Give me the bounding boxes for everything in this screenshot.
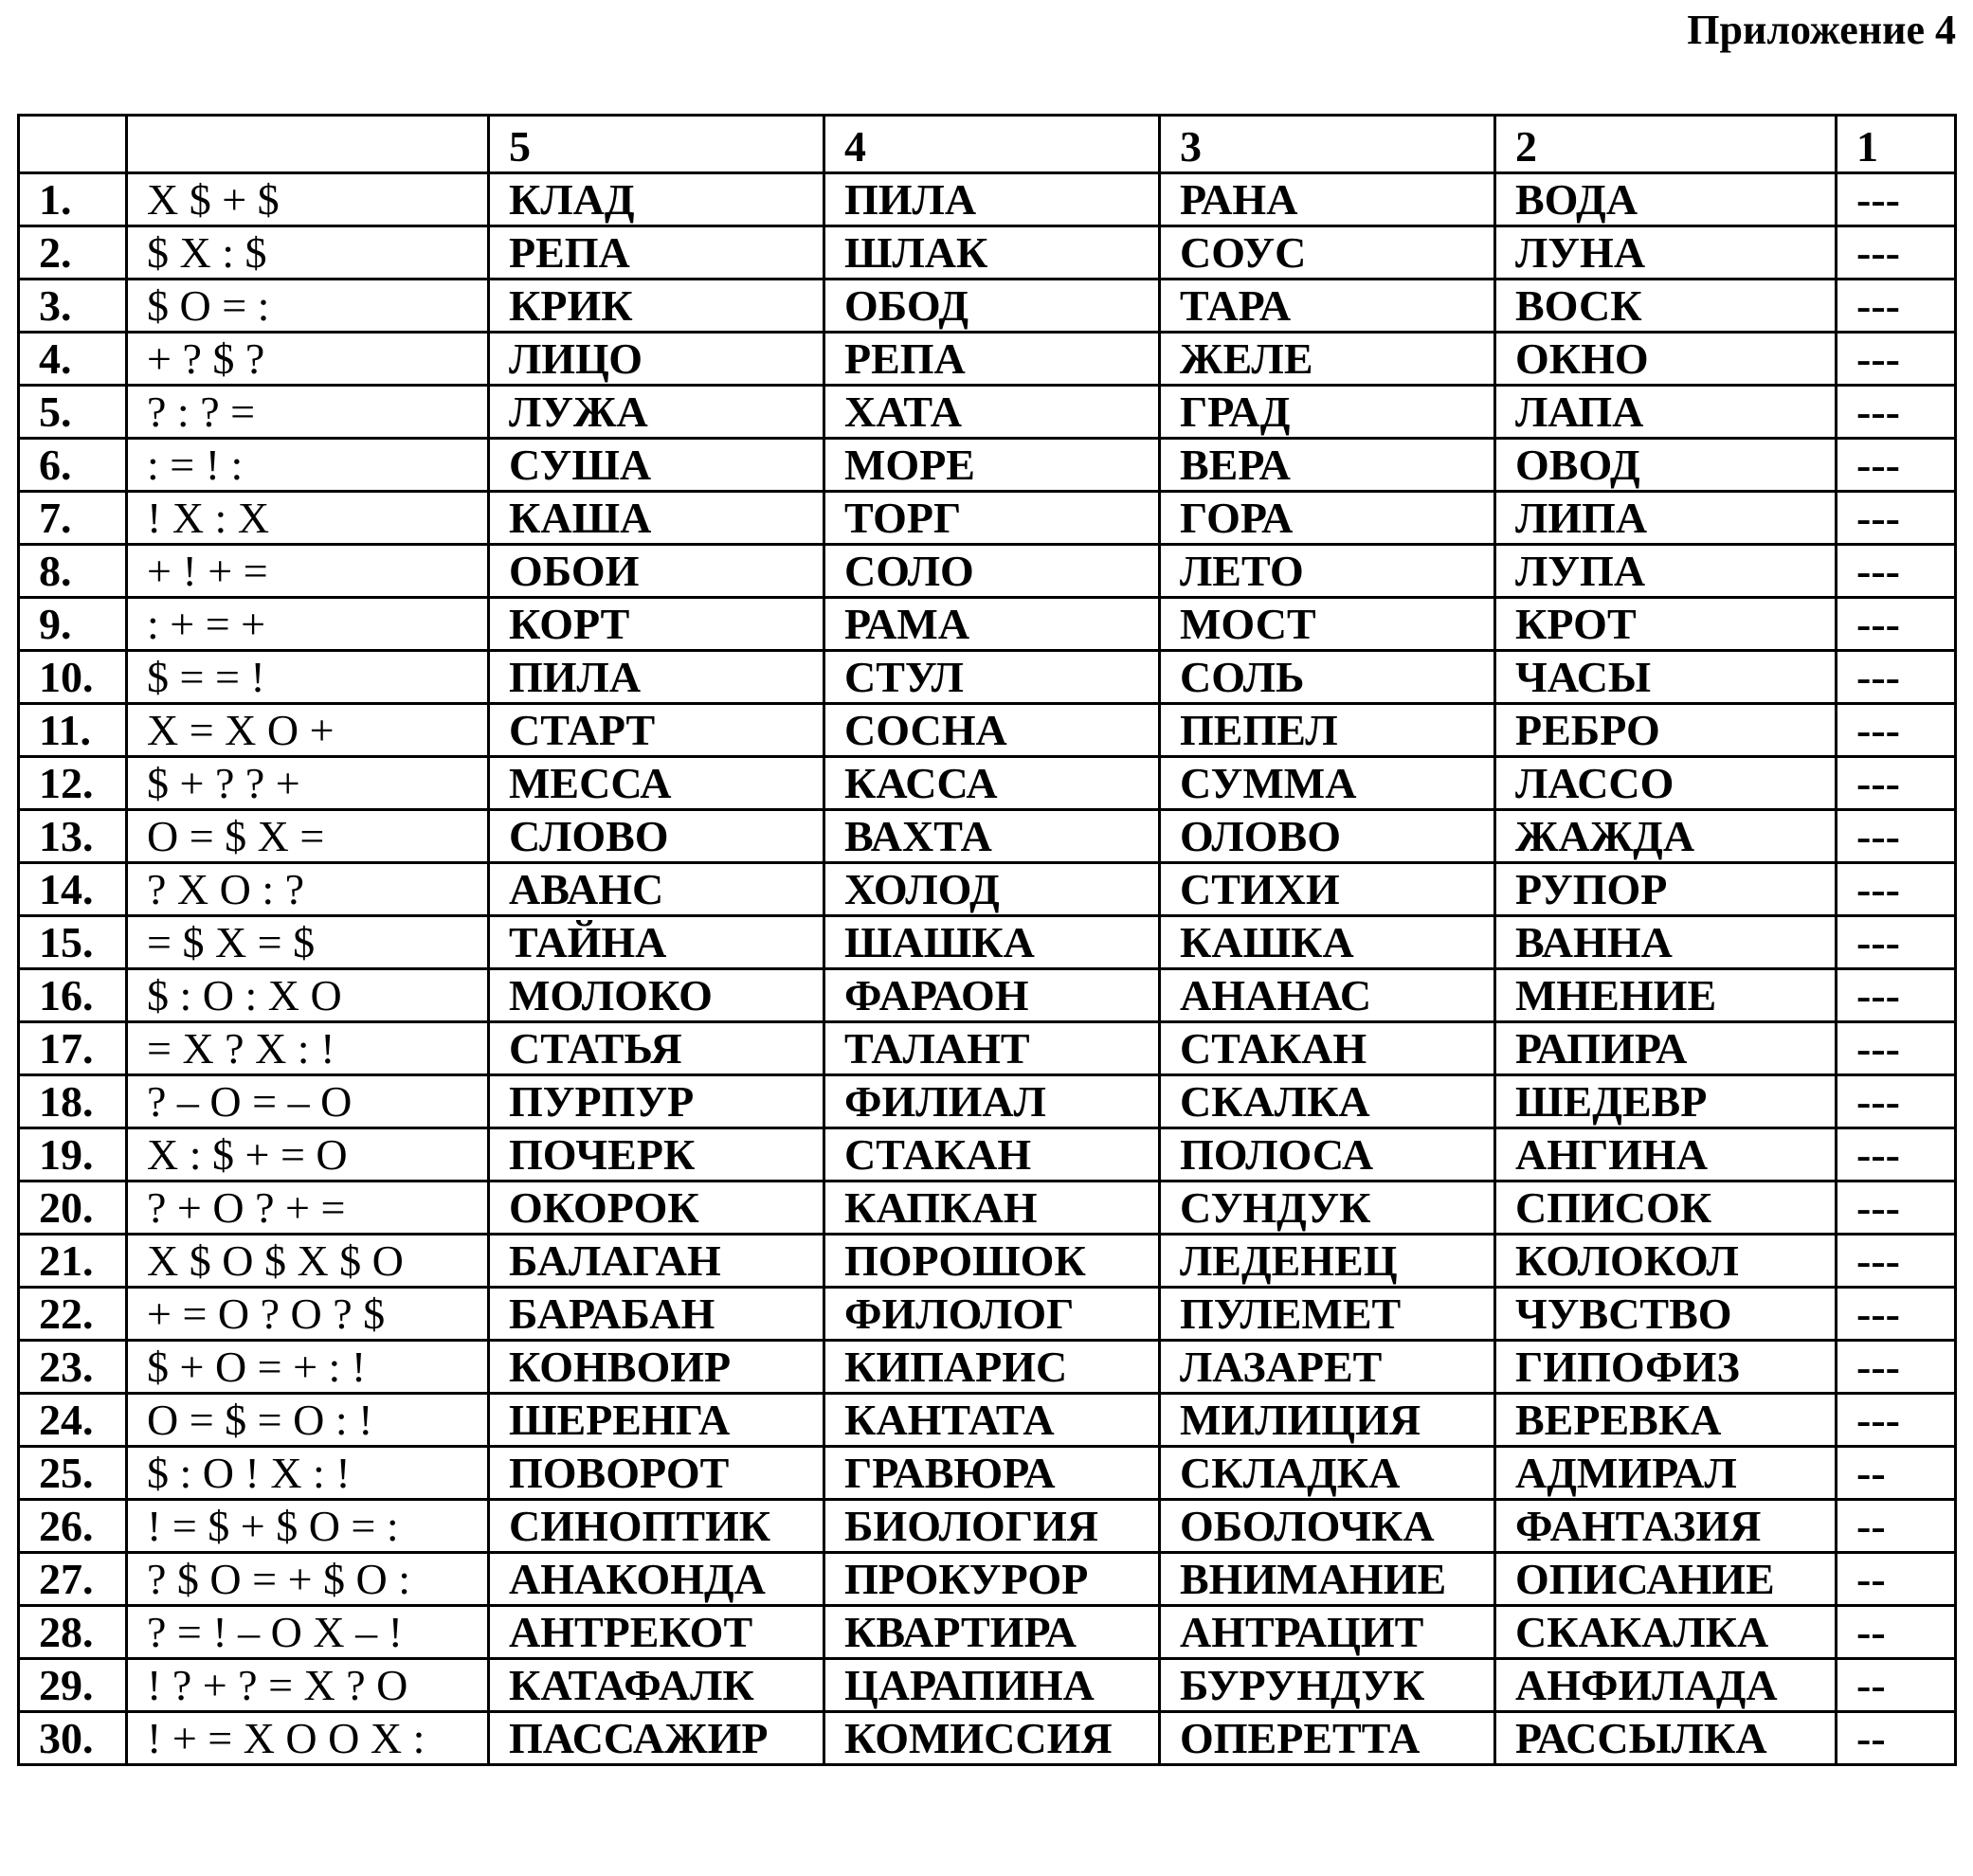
table-row [19, 226, 1956, 280]
table-row [19, 916, 1956, 969]
symbol-sequence: = Х ? Х : ! [127, 1022, 489, 1075]
table-row [19, 1447, 1956, 1500]
symbol-sequence: = $ Х = $ [127, 916, 489, 969]
word-col-5: ОБОИ [489, 545, 824, 598]
symbol-sequence: О = $ Х = [127, 810, 489, 863]
row-number: 20. [19, 1182, 127, 1235]
word-col-2: ЛАПА [1495, 386, 1837, 439]
word-col-2: РЕБРО [1495, 704, 1837, 757]
word-col-2: ЛАССО [1495, 757, 1837, 810]
word-col-3: СУММА [1160, 757, 1495, 810]
dash-col-1: --- [1837, 1022, 1956, 1075]
symbol-sequence: ! + = Х О О Х : [127, 1712, 489, 1765]
table-row [19, 969, 1956, 1022]
symbol-sequence: О = $ = О : ! [127, 1394, 489, 1447]
table-row [19, 1553, 1956, 1606]
header-cell-symbols [127, 116, 489, 173]
word-col-3: ПУЛЕМЕТ [1160, 1288, 1495, 1341]
word-col-4: ВАХТА [824, 810, 1160, 863]
word-col-5: КОНВОИР [489, 1341, 824, 1394]
word-col-3: СТИХИ [1160, 863, 1495, 916]
word-col-3: СКЛАДКА [1160, 1447, 1495, 1500]
word-col-3: ГОРА [1160, 492, 1495, 545]
word-col-5: КРИК [489, 280, 824, 333]
table-row [19, 598, 1956, 651]
word-col-4: КИПАРИС [824, 1341, 1160, 1394]
symbol-sequence: ? $ О = + $ О : [127, 1553, 489, 1606]
word-col-2: РУПОР [1495, 863, 1837, 916]
dash-col-1: --- [1837, 280, 1956, 333]
table-row [19, 386, 1956, 439]
row-number: 12. [19, 757, 127, 810]
table-row [19, 492, 1956, 545]
dash-col-1: --- [1837, 969, 1956, 1022]
row-number: 28. [19, 1606, 127, 1659]
word-col-2: КРОТ [1495, 598, 1837, 651]
table-row [19, 333, 1956, 386]
word-col-2: ЛУПА [1495, 545, 1837, 598]
dash-col-1: --- [1837, 545, 1956, 598]
word-col-4: БИОЛОГИЯ [824, 1500, 1160, 1553]
symbol-sequence: + = О ? О ? $ [127, 1288, 489, 1341]
word-col-4: ПИЛА [824, 173, 1160, 226]
word-col-2: ОПИСАНИЕ [1495, 1553, 1837, 1606]
dash-col-1: -- [1837, 1659, 1956, 1712]
dash-col-1: --- [1837, 386, 1956, 439]
word-col-4: РЕПА [824, 333, 1160, 386]
word-col-2: ВАННА [1495, 916, 1837, 969]
row-number: 29. [19, 1659, 127, 1712]
word-col-5: ПОВОРОТ [489, 1447, 824, 1500]
word-col-4: ТАЛАНТ [824, 1022, 1160, 1075]
table-row [19, 545, 1956, 598]
word-col-5: ЛИЦО [489, 333, 824, 386]
word-col-2: ОВОД [1495, 439, 1837, 492]
table-row [19, 1182, 1956, 1235]
header-cell-4: 4 [824, 116, 1160, 173]
symbol-sequence: Х $ + $ [127, 173, 489, 226]
word-col-5: КАША [489, 492, 824, 545]
word-col-3: МИЛИЦИЯ [1160, 1394, 1495, 1447]
word-col-3: ТАРА [1160, 280, 1495, 333]
word-col-3: АНАНАС [1160, 969, 1495, 1022]
word-col-3: МОСТ [1160, 598, 1495, 651]
symbol-sequence: Х : $ + = О [127, 1128, 489, 1182]
row-number: 17. [19, 1022, 127, 1075]
row-number: 9. [19, 598, 127, 651]
word-col-5: ЛУЖА [489, 386, 824, 439]
table-row [19, 704, 1956, 757]
word-col-2: АДМИРАЛ [1495, 1447, 1837, 1500]
word-table [17, 114, 1957, 1766]
row-number: 22. [19, 1288, 127, 1341]
word-col-5: МОЛОКО [489, 969, 824, 1022]
symbol-sequence: ? Х О : ? [127, 863, 489, 916]
dash-col-1: --- [1837, 1394, 1956, 1447]
word-col-4: ФИЛИАЛ [824, 1075, 1160, 1128]
word-col-4: СТУЛ [824, 651, 1160, 704]
table-row [19, 757, 1956, 810]
word-col-5: МЕССА [489, 757, 824, 810]
symbol-sequence: ! ? + ? = Х ? О [127, 1659, 489, 1712]
symbol-sequence: $ : О ! Х : ! [127, 1447, 489, 1500]
word-col-2: ЛУНА [1495, 226, 1837, 280]
dash-col-1: --- [1837, 810, 1956, 863]
word-col-4: ЦАРАПИНА [824, 1659, 1160, 1712]
row-number: 24. [19, 1394, 127, 1447]
word-col-4: КАНТАТА [824, 1394, 1160, 1447]
table-row [19, 173, 1956, 226]
row-number: 1. [19, 173, 127, 226]
word-col-5: СЛОВО [489, 810, 824, 863]
table-row [19, 280, 1956, 333]
row-number: 19. [19, 1128, 127, 1182]
word-col-4: СОСНА [824, 704, 1160, 757]
word-col-4: КВАРТИРА [824, 1606, 1160, 1659]
word-col-2: ВОДА [1495, 173, 1837, 226]
row-number: 23. [19, 1341, 127, 1394]
header-row [19, 116, 1956, 173]
word-col-2: ЧУВСТВО [1495, 1288, 1837, 1341]
word-col-2: ШЕДЕВР [1495, 1075, 1837, 1128]
symbol-sequence: ? – О = – О [127, 1075, 489, 1128]
symbol-sequence: $ : О : Х О [127, 969, 489, 1022]
dash-col-1: --- [1837, 1075, 1956, 1128]
dash-col-1: --- [1837, 704, 1956, 757]
word-col-3: АНТРАЦИТ [1160, 1606, 1495, 1659]
word-col-5: ПОЧЕРК [489, 1128, 824, 1182]
row-number: 8. [19, 545, 127, 598]
word-col-5: ШЕРЕНГА [489, 1394, 824, 1447]
table-row [19, 439, 1956, 492]
symbol-sequence: Х $ О $ Х $ О [127, 1235, 489, 1288]
header-cell-number [19, 116, 127, 173]
word-col-5: СУША [489, 439, 824, 492]
dash-col-1: --- [1837, 1341, 1956, 1394]
row-number: 26. [19, 1500, 127, 1553]
table-row [19, 810, 1956, 863]
word-col-4: ОБОД [824, 280, 1160, 333]
word-col-3: ОПЕРЕТТА [1160, 1712, 1495, 1765]
symbol-sequence: ? : ? = [127, 386, 489, 439]
word-col-4: ШАШКА [824, 916, 1160, 969]
row-number: 27. [19, 1553, 127, 1606]
table-row [19, 1712, 1956, 1765]
row-number: 3. [19, 280, 127, 333]
word-col-2: АНФИЛАДА [1495, 1659, 1837, 1712]
row-number: 5. [19, 386, 127, 439]
dash-col-1: --- [1837, 1288, 1956, 1341]
header-cell-5: 5 [489, 116, 824, 173]
dash-col-1: --- [1837, 173, 1956, 226]
table-row [19, 1659, 1956, 1712]
dash-col-1: --- [1837, 1182, 1956, 1235]
symbol-sequence: : + = + [127, 598, 489, 651]
dash-col-1: --- [1837, 439, 1956, 492]
table-row [19, 1394, 1956, 1447]
word-col-3: ЛЕТО [1160, 545, 1495, 598]
table-row [19, 1500, 1956, 1553]
symbol-sequence: : = ! : [127, 439, 489, 492]
word-col-5: БАЛАГАН [489, 1235, 824, 1288]
word-col-4: СТАКАН [824, 1128, 1160, 1182]
word-col-4: ТОРГ [824, 492, 1160, 545]
symbol-sequence: ? = ! – О Х – ! [127, 1606, 489, 1659]
word-col-3: РАНА [1160, 173, 1495, 226]
table-row [19, 863, 1956, 916]
row-number: 7. [19, 492, 127, 545]
word-col-4: КАПКАН [824, 1182, 1160, 1235]
word-col-4: СОЛО [824, 545, 1160, 598]
table-row [19, 1022, 1956, 1075]
dash-col-1: --- [1837, 598, 1956, 651]
word-col-3: ГРАД [1160, 386, 1495, 439]
header-cell-1: 1 [1837, 116, 1956, 173]
word-col-2: МНЕНИЕ [1495, 969, 1837, 1022]
word-col-2: ОКНО [1495, 333, 1837, 386]
row-number: 4. [19, 333, 127, 386]
word-col-5: БАРАБАН [489, 1288, 824, 1341]
table-row [19, 1075, 1956, 1128]
symbol-sequence: $ + О = + : ! [127, 1341, 489, 1394]
word-col-2: ГИПОФИЗ [1495, 1341, 1837, 1394]
row-number: 13. [19, 810, 127, 863]
table-row [19, 651, 1956, 704]
dash-col-1: -- [1837, 1712, 1956, 1765]
symbol-sequence: ! = $ + $ О = : [127, 1500, 489, 1553]
symbol-sequence: $ + ? ? + [127, 757, 489, 810]
word-col-5: ПАССАЖИР [489, 1712, 824, 1765]
dash-col-1: -- [1837, 1447, 1956, 1500]
word-col-5: ПУРПУР [489, 1075, 824, 1128]
dash-col-1: --- [1837, 916, 1956, 969]
word-col-3: ЛЕДЕНЕЦ [1160, 1235, 1495, 1288]
word-col-5: СИНОПТИК [489, 1500, 824, 1553]
word-col-3: ВЕРА [1160, 439, 1495, 492]
word-col-3: СУНДУК [1160, 1182, 1495, 1235]
dash-col-1: -- [1837, 1606, 1956, 1659]
word-col-5: ПИЛА [489, 651, 824, 704]
header-cell-3: 3 [1160, 116, 1495, 173]
word-col-4: ХОЛОД [824, 863, 1160, 916]
dash-col-1: --- [1837, 492, 1956, 545]
dash-col-1: --- [1837, 651, 1956, 704]
symbol-sequence: $ = = ! [127, 651, 489, 704]
symbol-sequence: $ О = : [127, 280, 489, 333]
word-col-2: ЛИПА [1495, 492, 1837, 545]
row-number: 14. [19, 863, 127, 916]
table-row [19, 1128, 1956, 1182]
word-col-2: СПИСОК [1495, 1182, 1837, 1235]
word-col-3: СТАКАН [1160, 1022, 1495, 1075]
word-col-4: ПОРОШОК [824, 1235, 1160, 1288]
symbol-sequence: + ! + = [127, 545, 489, 598]
row-number: 21. [19, 1235, 127, 1288]
word-col-3: ОБОЛОЧКА [1160, 1500, 1495, 1553]
word-col-2: ФАНТАЗИЯ [1495, 1500, 1837, 1553]
row-number: 30. [19, 1712, 127, 1765]
word-col-4: РАМА [824, 598, 1160, 651]
word-col-5: АНТРЕКОТ [489, 1606, 824, 1659]
dash-col-1: -- [1837, 1500, 1956, 1553]
symbol-sequence: $ Х : $ [127, 226, 489, 280]
symbol-sequence: ! Х : Х [127, 492, 489, 545]
word-col-4: ФИЛОЛОГ [824, 1288, 1160, 1341]
dash-col-1: --- [1837, 226, 1956, 280]
word-col-3: ЖЕЛЕ [1160, 333, 1495, 386]
row-number: 2. [19, 226, 127, 280]
word-col-3: ЛАЗАРЕТ [1160, 1341, 1495, 1394]
dash-col-1: --- [1837, 863, 1956, 916]
dash-col-1: --- [1837, 1235, 1956, 1288]
word-col-2: РАПИРА [1495, 1022, 1837, 1075]
dash-col-1: -- [1837, 1553, 1956, 1606]
row-number: 10. [19, 651, 127, 704]
word-col-3: ПОЛОСА [1160, 1128, 1495, 1182]
symbol-sequence: Х = Х О + [127, 704, 489, 757]
word-col-2: ВЕРЕВКА [1495, 1394, 1837, 1447]
symbol-sequence: + ? $ ? [127, 333, 489, 386]
word-col-5: КОРТ [489, 598, 824, 651]
word-col-4: ФАРАОН [824, 969, 1160, 1022]
word-col-3: СОЛЬ [1160, 651, 1495, 704]
appendix-caption: Приложение 4 [1687, 7, 1956, 53]
word-col-4: ГРАВЮРА [824, 1447, 1160, 1500]
word-col-3: СОУС [1160, 226, 1495, 280]
word-col-4: ХАТА [824, 386, 1160, 439]
word-col-2: СКАКАЛКА [1495, 1606, 1837, 1659]
table-row [19, 1341, 1956, 1394]
word-col-5: СТАРТ [489, 704, 824, 757]
row-number: 18. [19, 1075, 127, 1128]
word-col-5: ОКОРОК [489, 1182, 824, 1235]
header-cell-2: 2 [1495, 116, 1837, 173]
word-col-2: ЧАСЫ [1495, 651, 1837, 704]
row-number: 11. [19, 704, 127, 757]
word-col-5: РЕПА [489, 226, 824, 280]
word-col-5: КЛАД [489, 173, 824, 226]
dash-col-1: --- [1837, 333, 1956, 386]
word-col-5: СТАТЬЯ [489, 1022, 824, 1075]
dash-col-1: --- [1837, 757, 1956, 810]
symbol-sequence: ? + О ? + = [127, 1182, 489, 1235]
word-col-5: ТАЙНА [489, 916, 824, 969]
row-number: 6. [19, 439, 127, 492]
word-col-3: БУРУНДУК [1160, 1659, 1495, 1712]
word-col-5: АВАНС [489, 863, 824, 916]
word-col-3: ПЕПЕЛ [1160, 704, 1495, 757]
word-col-4: ПРОКУРОР [824, 1553, 1160, 1606]
word-col-3: СКАЛКА [1160, 1075, 1495, 1128]
word-col-2: АНГИНА [1495, 1128, 1837, 1182]
row-number: 25. [19, 1447, 127, 1500]
dash-col-1: --- [1837, 1128, 1956, 1182]
word-col-4: КАССА [824, 757, 1160, 810]
row-number: 16. [19, 969, 127, 1022]
word-col-3: КАШКА [1160, 916, 1495, 969]
word-col-2: КОЛОКОЛ [1495, 1235, 1837, 1288]
table-row [19, 1235, 1956, 1288]
word-col-2: ВОСК [1495, 280, 1837, 333]
word-col-4: МОРЕ [824, 439, 1160, 492]
word-col-2: ЖАЖДА [1495, 810, 1837, 863]
row-number: 15. [19, 916, 127, 969]
word-col-3: ВНИМАНИЕ [1160, 1553, 1495, 1606]
table-row [19, 1606, 1956, 1659]
word-col-4: КОМИССИЯ [824, 1712, 1160, 1765]
word-col-3: ОЛОВО [1160, 810, 1495, 863]
word-col-2: РАССЫЛКА [1495, 1712, 1837, 1765]
word-col-4: ШЛАК [824, 226, 1160, 280]
table-row [19, 1288, 1956, 1341]
word-col-5: КАТАФАЛК [489, 1659, 824, 1712]
word-col-5: АНАКОНДА [489, 1553, 824, 1606]
